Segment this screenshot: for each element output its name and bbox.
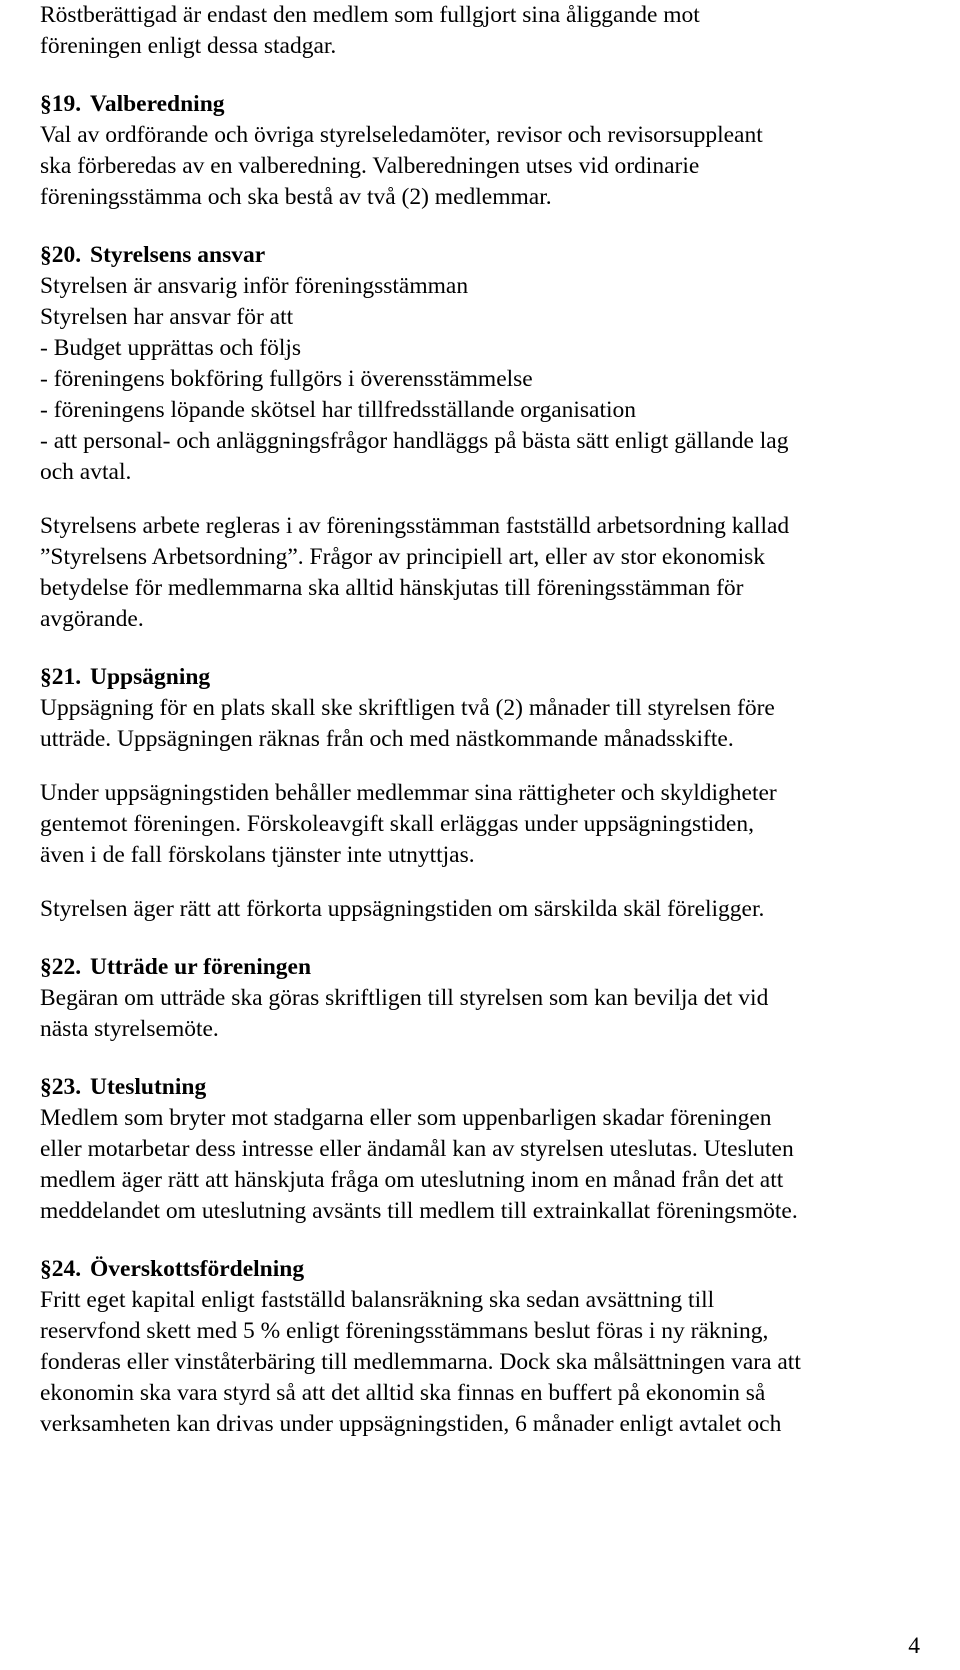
text-line: reservfond skett med 5 % enligt föreningsstämmans beslut föras i ny räkning, xyxy=(40,1318,769,1344)
text-line: Styrelsen har ansvar för att xyxy=(40,304,294,330)
section-heading xyxy=(40,1254,920,1285)
section-title: Utträde ur föreningen xyxy=(90,954,312,980)
section-number: §24. xyxy=(40,1256,82,1282)
section-paragraph xyxy=(40,693,920,755)
list-item: - att personal- och anläggningsfrågor handläggs på bästa sätt enligt gällande lag xyxy=(40,428,789,454)
text-line: ”Styrelsens Arbetsordning”. Frågor av principiell art, eller av stor ekonomisk xyxy=(40,544,766,570)
text-line: Begäran om utträde ska göras skriftligen till styrelsen som kan bevilja det vid xyxy=(40,985,769,1011)
text-line: och avtal. xyxy=(40,459,132,485)
section-heading xyxy=(40,89,920,120)
section-title: Styrelsens ansvar xyxy=(90,242,266,268)
section-heading xyxy=(40,1072,920,1103)
text-line: Styrelsen är ansvarig inför föreningsstämman xyxy=(40,273,469,299)
text-line: Medlem som bryter mot stadgarna eller som uppenbarligen skadar föreningen xyxy=(40,1105,772,1131)
section-number: §19. xyxy=(40,91,82,117)
section-title: Överskottsfördelning xyxy=(90,1256,305,1282)
list-item: - föreningens löpande skötsel har tillfredsställande organisation xyxy=(40,397,637,423)
text-line: Val av ordförande och övriga styrelseledamöter, revisor och revisorsuppleant xyxy=(40,122,763,148)
text-line: gentemot föreningen. Förskoleavgift skall erläggas under uppsägningstiden, xyxy=(40,811,754,837)
section-number: §20. xyxy=(40,242,82,268)
text-line: medlem äger rätt att hänskjuta fråga om uteslutning inom en månad från det att xyxy=(40,1167,784,1193)
section-paragraph xyxy=(40,271,920,488)
text-line: eller motarbetar dess intresse eller ändamål kan av styrelsen uteslutas. Utesluten xyxy=(40,1136,794,1162)
section-number: §23. xyxy=(40,1074,82,1100)
section-paragraph xyxy=(40,120,920,213)
section-20 xyxy=(40,240,920,635)
section-number: §21. xyxy=(40,664,82,690)
section-heading xyxy=(40,240,920,271)
section-paragraph xyxy=(40,983,920,1045)
text-line: Fritt eget kapital enligt fastställd balansräkning ska sedan avsättning till xyxy=(40,1287,715,1313)
text-line: även i de fall förskolans tjänster inte utnyttjas. xyxy=(40,842,475,868)
text-line: Under uppsägningstiden behåller medlemmar sina rättigheter och skyldigheter xyxy=(40,780,777,806)
text-line: föreningsstämma och ska bestå av två (2) medlemmar. xyxy=(40,184,552,210)
section-paragraph xyxy=(40,1103,920,1227)
text-line: betydelse för medlemmarna ska alltid hänskjutas till föreningsstämman för xyxy=(40,575,744,601)
section-19 xyxy=(40,89,920,213)
section-paragraph xyxy=(40,1285,920,1440)
section-heading xyxy=(40,662,920,693)
text-line: Uppsägning för en plats skall ske skriftligen två (2) månader till styrelsen före xyxy=(40,695,775,721)
section-title: Valberedning xyxy=(90,91,225,117)
text-line: Styrelsen äger rätt att förkorta uppsägningstiden om särskilda skäl föreligger. xyxy=(40,896,765,922)
text-line: utträde. Uppsägningen räknas från och med nästkommande månadsskifte. xyxy=(40,726,734,752)
section-heading xyxy=(40,952,920,983)
text-line: ska förberedas av en valberedning. Valberedningen utses vid ordinarie xyxy=(40,153,700,179)
text-line: Styrelsens arbete regleras i av föreningsstämman fastställd arbetsordning kallad xyxy=(40,513,790,539)
section-paragraph xyxy=(40,778,920,871)
section-paragraph xyxy=(40,894,920,925)
section-paragraph xyxy=(40,511,920,635)
text-line: Röstberättigad är endast den medlem som fullgjort sina åliggande mot xyxy=(40,2,700,28)
text-line: avgörande. xyxy=(40,606,144,632)
text-line: verksamheten kan drivas under uppsägningstiden, 6 månader enligt avtalet och xyxy=(40,1411,782,1437)
section-number: §22. xyxy=(40,954,82,980)
section-24 xyxy=(40,1254,920,1440)
text-line: föreningen enligt dessa stadgar. xyxy=(40,33,337,59)
intro-paragraph xyxy=(40,0,920,62)
section-22 xyxy=(40,952,920,1045)
list-item: - Budget upprättas och följs xyxy=(40,335,302,361)
text-line: ekonomin ska vara styrd så att det alltid ska finnas en buffert på ekonomin så xyxy=(40,1380,766,1406)
document-page xyxy=(40,0,920,1440)
text-line: meddelandet om uteslutning avsänts till medlem till extrainkallat föreningsmöte. xyxy=(40,1198,798,1224)
section-title: Uppsägning xyxy=(90,664,211,690)
section-title: Uteslutning xyxy=(90,1074,207,1100)
text-line: fonderas eller vinståterbäring till medlemmarna. Dock ska målsättningen vara att xyxy=(40,1349,801,1375)
list-item: - föreningens bokföring fullgörs i överensstämmelse xyxy=(40,366,533,392)
section-23 xyxy=(40,1072,920,1227)
text-line: nästa styrelsemöte. xyxy=(40,1016,219,1042)
section-21 xyxy=(40,662,920,925)
page-number: 4 xyxy=(908,1633,920,1659)
